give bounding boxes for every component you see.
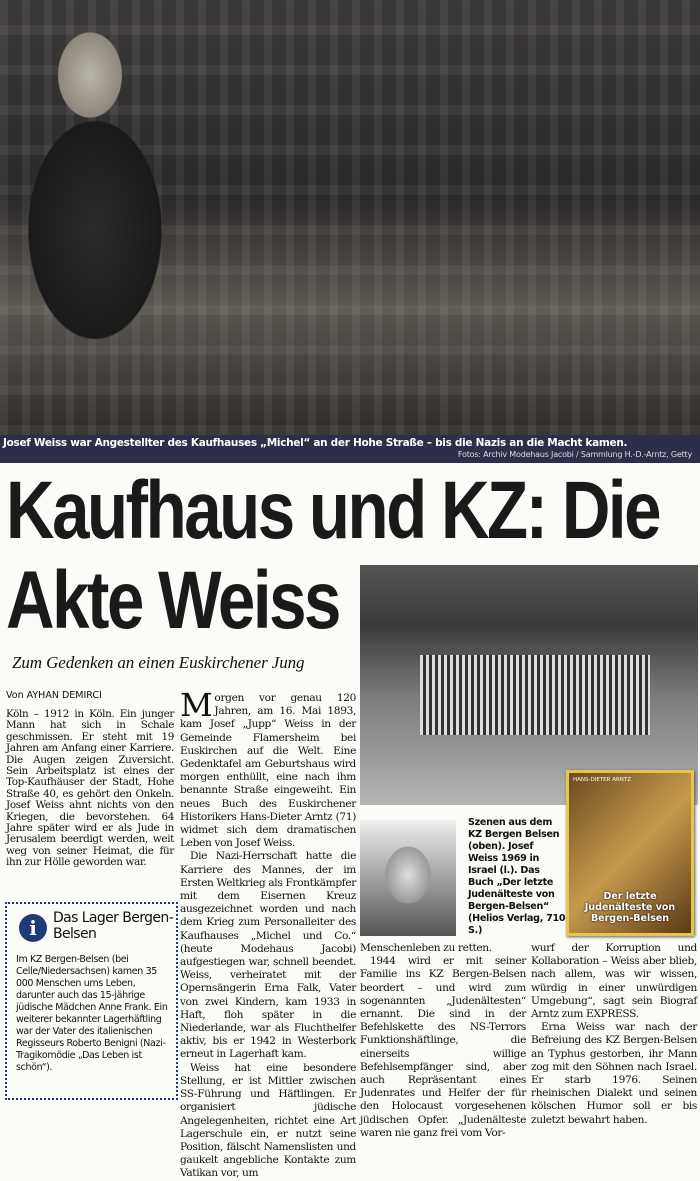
paragraph: Menschenleben zu retten. — [360, 942, 492, 954]
camp-photo — [360, 565, 698, 805]
paragraph: Die Nazi-Herrschaft hatte die Karriere des Mannes, der im Ersten Weltkrieg als Frontkämpfer mit dem Eisernen Kreuz ausgezeichnet worden und nach dem Krieg zum Personalleiter des Kaufhauses „Michel und Co.“ (heute Modehaus Jacobi) aufgestiegen war, schnell beendet. Weiss, verheiratet mit der Opernsängerin Erna Falk, Vater von zwei Kindern, kam 1933 in Haft, floh später in die Niederlande, war als Fluchthelfer aktiv, bis er 1942 in Westerbork erneut in Lagerhaft kam. — [180, 850, 356, 1061]
drop-cap: M — [180, 686, 213, 724]
middle-column — [180, 686, 356, 1181]
bottom-column-1 — [360, 942, 526, 1140]
info-icon: i — [19, 914, 47, 942]
subheadline: Zum Gedenken an einen Euskirchener Jung — [12, 653, 305, 672]
paragraph: Weiss hat eine besondere Stellung, er ist Mittler zwischen SS-Führung und Häftlingen. Er organisiert jüdische Angelegenheiten, richtet eine Art Lagerschule ein, er nutzt seine Position, fälscht Namenslisten und gaukelt angebliche Kontakte zum Vatikan vor, um — [180, 1061, 356, 1180]
paragraph: Erna Weiss war nach der Befreiung des KZ Bergen-Belsen an Typhus gestorben, ihr Mann zog mit den Söhnen nach Israel. Er starb 1976. Seinen rheinischen Dialekt und seinen kölschen Humor soll er bis zuletzt bewahrt haben. — [531, 1021, 697, 1126]
headline-line-1: Kaufhaus und KZ: Die — [6, 465, 660, 556]
photo-caption-right: Szenen aus dem KZ Bergen Belsen (oben). Josef Weiss 1969 in Israel (l.). Das Buch „Der letzte Judenälteste von Bergen-Belsen“ (Helios Verlag, 710 S.) — [468, 817, 566, 936]
intro-column — [6, 709, 174, 869]
store-photo — [0, 0, 700, 435]
infobox-title: Das Lager Bergen-Belsen — [53, 910, 174, 942]
intro-text: Köln – 1912 in Köln. Ein junger Mann hat sich in Schale geschmissen. Er steht mit 19 Jahren am Anfang einer Karriere. Die Augen zeigen Zuversicht. Sein Arbeitsplatz ist eines der Top-Kaufhäuser der Stadt, Hohe Straße 40, es gehört den Onkeln. Josef Weiss ahnt nichts von den Kriegen, die bevorstehen. 64 Jahre später wird er als Jude in Jerusalem beerdigt werden, weit weg von seiner Heimat, die für ihn zur Hölle geworden war. — [6, 708, 174, 869]
paragraph: orgen vor genau 120 Jahren, am 16. Mai 1893, kam Josef „Jupp“ Weiss in der Gemeinde Flamersheim bei Euskirchen auf die Welt. Eine Gedenktafel am Geburtshaus wird morgen enthüllt, eine nach ihm benannte Straße eingeweiht. Ein neues Buch des Euskirchener Historikers Hans-Dieter Arntz (71) widmet sich dem dramatischen Leben von Josef Weiss. — [180, 692, 356, 850]
paragraph: wurf der Korruption und Kollaboration – Weiss aber blieb, nach allem, was wir wissen, würdig in einer unwürdigen Umgebung“, sagt sein Biograf Arntz zum EXPRESS. — [531, 942, 697, 1021]
byline: Von AYHAN DEMIRCI — [6, 690, 102, 701]
infobox-text: Im KZ Bergen-Belsen (bei Celle/Niedersachsen) kamen 35 000 Menschen ums Leben, darunter auch das 15-jährige jüdische Mädchen Anne Frank. Ein weiterer bekannter Lagerhäftling war der Vater des italienischen Regisseurs Roberto Benigni (Nazi-Tragikomödie „Das Leben ist schön“). — [16, 954, 168, 1073]
book-author: HANS-DIETER ARNTZ — [573, 777, 632, 783]
book-title: Der letzte Judenälteste von Bergen-Belsen — [584, 891, 676, 924]
portrait-photo — [360, 820, 456, 936]
photo-caption: Josef Weiss war Angestellter des Kaufhauses „Michel“ an der Hohe Straße – bis die Nazis an die Macht kamen. — [3, 437, 628, 449]
book-cover — [566, 770, 694, 936]
infobox — [5, 902, 178, 1100]
paragraph: 1944 wird er mit seiner Familie ins KZ Bergen-Belsen beordert – und wird zum sogenannten „Judenältesten“ ernannt. Die sind in der Befehlskette des NS-Terrors Funktionshäftlinge, die einerseits willige Befehlsempfänger sind, aber auch Repräsentant eines Judenrates und Helfer der für den Holocaust vorgesehenen jüdischen Opfer. „Judenälteste waren nie ganz frei vom Vor- — [360, 955, 526, 1139]
bottom-column-2 — [531, 942, 697, 1127]
photo-caption-bar — [0, 435, 700, 463]
photo-credit: Fotos: Archiv Modehaus Jacobi / Sammlung H.-D.-Arntz, Getty — [457, 450, 692, 459]
headline-line-2: Akte Weiss — [6, 555, 339, 646]
